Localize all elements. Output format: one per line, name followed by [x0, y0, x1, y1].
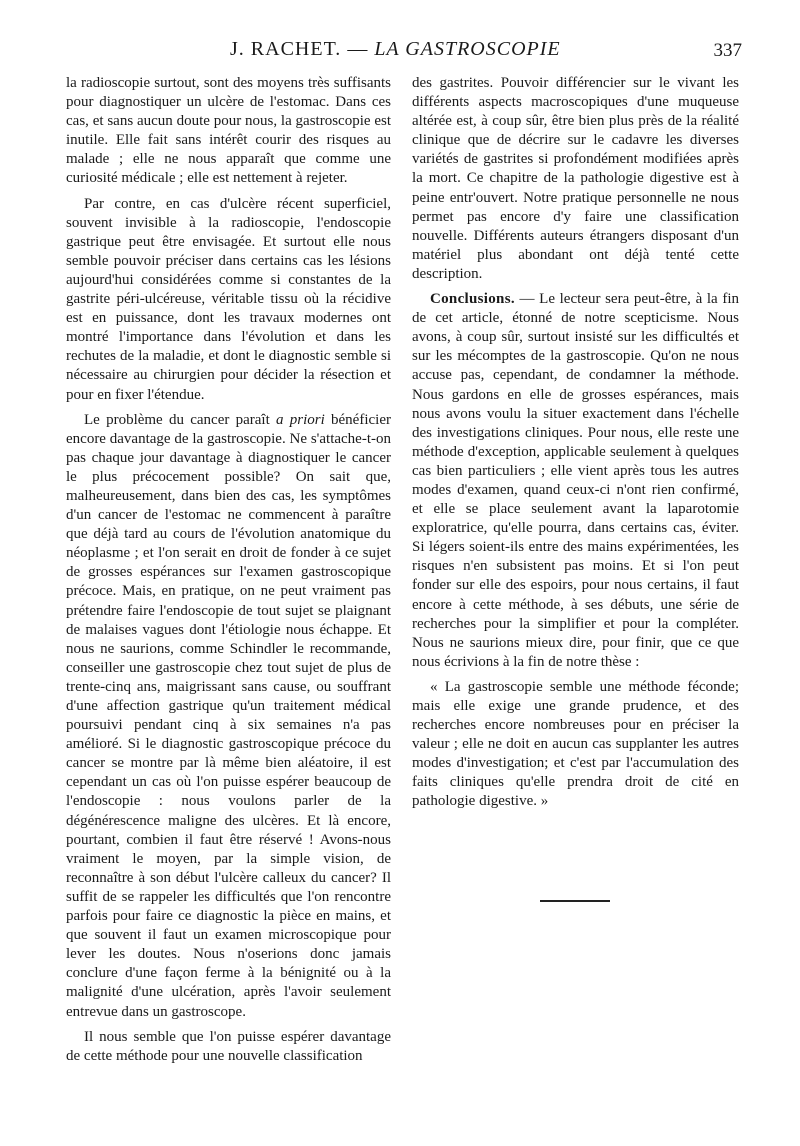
paragraph — [412, 290, 739, 672]
running-title — [230, 38, 561, 61]
paragraph — [66, 411, 391, 1022]
end-rule — [540, 900, 610, 902]
paragraph: Par contre, en cas d'ulcère récent superficiel, souvent invisible à la radioscopie, l'endoscopie gastrique peut être envisagée. Et surtout elle nous semble pouvoir préciser dans certains cas les lésions aujourd'hui considérées comme si constantes de la gastrite péri-ulcéreuse, véritable tissu où la récidive est en puissance, dont les travaux modernes ont montré l'importance dans l'évolution et dans les rechutes de la maladie, et dont le diagnostic semble si nécessaire au chirurgien pour décider la résection et pour en fixer l'étendue. — [66, 195, 391, 403]
paragraph-text: Le problème du cancer paraît — [84, 411, 276, 428]
quotation: « La gastroscopie semble une méthode féconde; mais elle exige une grande prudence, et des recherches encore nombreuses pour en préciser la valeur ; elle ne doit en aucun cas supplanter les autres modes d'investigation; et c'est par l'accumulation des faits cliniques qu'elle prendra droit de cité en pathologie digestive. » — [412, 678, 739, 810]
paragraph-text: — Le lecteur sera peut-être, à la fin de cet article, étonné de notre scepticisme. Nous avons, à coup sûr, surtout insisté sur les difficultés et sur les mécomptes de la gastroscopie. Qu'on ne nous accuse pas, cependant, de condamner la méthode. Nous gardons en elle de grosses espérances, mais nous avons voulu la situer exactement dans l'échelle des investigations cliniques. Pour nous, elle reste une méthode d'exception, applicable seulement à quelques cas bien particuliers ; elle vient après tous les autres modes d'examen, quand ceux-ci n'ont rien confirmé, et elle se place seulement avant la laparotomie exploratrice, qu'elle pourra, dans certains cas, éviter. Si légers soient-ils entre des mains expérimentées, les risques n'en subsistent pas moins. Et si l'on peut fonder sur elle des espoirs, pour nous certains, il faut encore à cette méthode, à ses débuts, une série de recherches pour la simplifier et pour la compléter. Nous ne saurions mieux dire, pour finir, que ce que nous écrivions à la fin de notre thèse : — [412, 291, 739, 670]
paragraph: des gastrites. Pouvoir différencier sur le vivant les différents aspects macroscopiques d'une muqueuse altérée est, à coup sûr, être bien plus près de la réalité clinique que de décrire sur le cadavre les diverses variétés de gastrites si profondément modifiées après la mort. Ce chapitre de la pathologie digestive est à peine entr'ouvert. Notre pratique personnelle ne nous permet pas encore d'y faire une classification nouvelle. Différents auteurs étrangers disposant d'un matériel plus abondant ont déjà tenté cette description. — [412, 75, 739, 282]
section-heading: Conclusions. — [430, 291, 515, 308]
italic-phrase: a priori — [276, 411, 325, 428]
paragraph: Il nous semble que l'on puisse espérer davantage de cette méthode pour une nouvelle classification — [66, 1028, 391, 1064]
author-name: J. RACHET. — [230, 38, 342, 60]
paragraph-text: bénéficier encore davantage de la gastroscopie. Ne s'attache-t-on pas chaque jour davantage à diagnostiquer le cancer le plus précocement possible? On sait que, malheureusement, dans bien des cas, les symptômes d'un cancer de l'estomac ne commencent à paraître que déjà tard au cours de l'évolution anatomique du néoplasme ; et l'on serait en droit de fonder à ce sujet de grosses espérances sur l'examen gastroscopique précoce. Mais, en pratique, on ne peut vraiment pas prétendre faire l'endoscopie de tout sujet se plaignant de malaises vagues dont l'étiologie nous échappe. Et nous ne saurions, comme Schindler le recommande, conseiller une gastroscopie chez tout sujet de plus de trente-cinq ans, maigrissant sans cause, ou souffrant d'une affection gastrique qu'un traitement médical poursuivi pendant cinq à six semaines n'a pas amélioré. Si le diagnostic gastroscopique précoce du cancer se montre par là même bien aléatoire, il est cependant un cas où l'on puisse espérer beaucoup de l'endoscopie : nous voulons parler de la dégénérescence maligne des ulcères. Et là encore, pourtant, combien il faut être réservé ! Avons-nous vraiment le moyen, par la simple vision, de reconnaître à son début l'ulcère calleux du cancer? Il suffit de se rappeler les difficultés que l'on rencontre parfois pour faire ce diagnostic la pièce en mains, et que souvent il faut un examen microscopique pour lever les doutes. Nous n'oserions donc jamais conclure d'une façon ferme à la bénignité ou à la malignité d'une ulcération, après l'avoir seulement entrevue dans un gastroscope. — [66, 411, 391, 1020]
title-separator: — — [347, 38, 369, 60]
article-title: LA GASTROSCOPIE — [374, 38, 561, 60]
left-column — [66, 74, 391, 1072]
paragraph: la radioscopie surtout, sont des moyens très suffisants pour diagnostiquer un ulcère de l'estomac. Dans ces cas, et sans aucun doute pour nous, la gastroscopie est inutile. Elle fait sans intérêt courir des risques au malade ; elle ne nous apparaît que comme une curiosité médicale ; elle est nettement à rejeter. — [66, 75, 391, 187]
running-header — [60, 38, 750, 68]
page-number: 337 — [713, 40, 742, 61]
right-column — [412, 74, 739, 818]
